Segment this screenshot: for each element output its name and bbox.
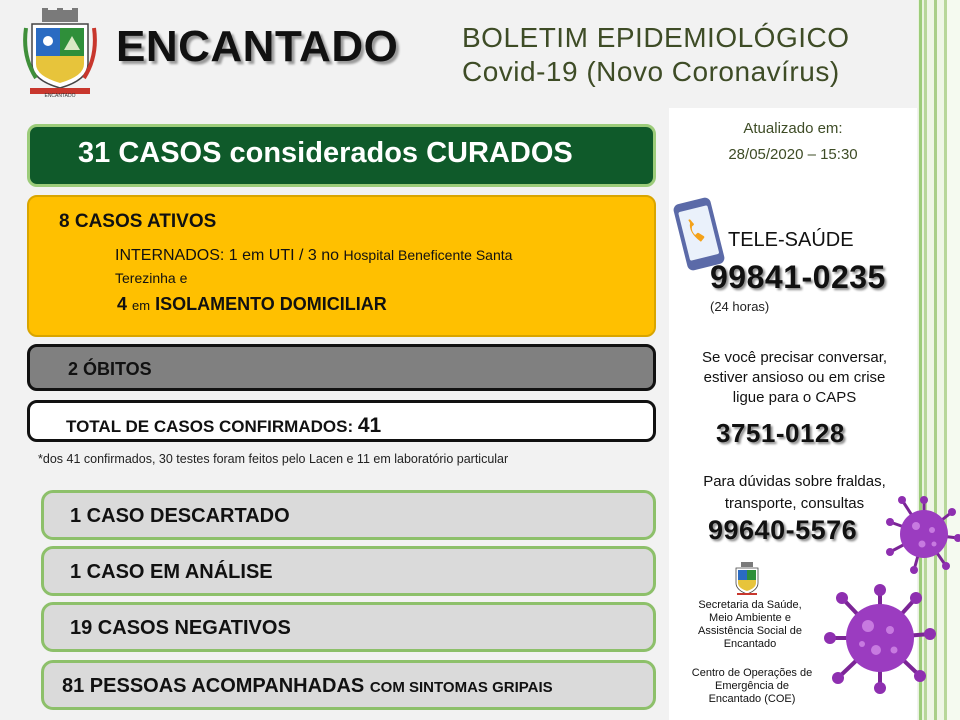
bulletin-title: BOLETIM EPIDEMIOLÓGICO [462,22,850,53]
secretariat-line-1: Secretaria da Saúde, [698,599,802,611]
secretariat-text [676,599,824,651]
negative-cases-box [41,602,656,652]
deaths-label: 2 ÓBITOS [68,359,152,379]
coe-line-1: Centro de Operações de [691,667,813,679]
support-line-2: transporte, consultas [724,495,865,512]
monitored-people-suffix: COM SINTOMAS GRIPAIS [369,679,553,696]
support-line-1: Para dúvidas sobre fraldas, [703,473,886,490]
telehealth-label: TELE-SAÚDE [728,229,854,251]
total-confirmed-line [66,414,381,438]
caps-message [672,348,917,408]
caps-line-2: estiver ansioso ou em crise [703,369,886,386]
coe-text [676,667,828,706]
crest-label: ENCANTADO [44,93,76,98]
coe-line-3: Encantado (COE) [708,693,796,705]
secretariat-line-3: Assistência Social de [698,625,802,637]
total-confirmed-value: 41 [357,414,382,437]
town-title: ENCANTADO [116,22,399,71]
hospital-name-cont: Terezinha e [115,270,188,286]
under-analysis-box [41,546,656,596]
bulletin-subtitle: Covid-19 (Novo Coronavírus) [462,56,840,87]
home-isolation-line [117,294,387,315]
updated-label: Atualizado em: [743,120,843,137]
home-isolation-count: 4 [117,294,128,314]
caps-line-1: Se você precisar conversar, [701,349,888,366]
secretariat-line-2: Meio Ambiente e [709,612,791,624]
small-crest-icon [733,562,761,596]
coe-line-2: Emergência de [715,680,789,692]
total-confirmed-box [27,400,656,442]
hospitalized-label: INTERNADOS: 1 em UTI / 3 no [115,247,340,264]
active-cases-box [27,195,656,337]
cured-cases-label: 31 CASOS considerados CURADOS [78,137,573,169]
support-message [672,471,917,515]
telehealth-hours: (24 horas) [710,299,770,314]
negative-cases-label: 19 CASOS NEGATIVOS [70,617,291,639]
hospitalized-line [115,247,512,265]
support-number: 99640-5576 [708,515,858,545]
monitored-people-label: 81 PESSOAS ACOMPANHADAS [62,675,365,697]
home-isolation-label: ISOLAMENTO DOMICILIAR [155,294,387,314]
under-analysis-label: 1 CASO EM ANÁLISE [70,561,273,583]
discarded-cases-box [41,490,656,540]
monitored-people-line [62,675,553,698]
deaths-box [27,344,656,391]
virus-icon [824,582,936,694]
monitored-people-box [41,660,656,710]
home-isolation-em: em [132,298,151,313]
virus-icon [884,494,960,574]
caps-number: 3751-0128 [716,418,845,448]
discarded-cases-label: 1 CASO DESCARTADO [70,505,290,527]
telehealth-number: 99841-0235 [710,259,886,295]
caps-line-3: ligue para o CAPS [732,389,857,406]
municipal-crest-icon [22,8,98,98]
hospital-name: Hospital Beneficente Santa [343,247,513,263]
confirmed-footnote: *dos 41 confirmados, 30 testes foram feitos pelo Lacen e 11 em laboratório particular [38,452,509,466]
active-cases-title: 8 CASOS ATIVOS [59,211,217,232]
cured-cases-box [27,124,656,187]
secretariat-line-4: Encantado [723,638,777,650]
updated-value: 28/05/2020 – 15:30 [728,146,858,163]
total-confirmed-label: TOTAL DE CASOS CONFIRMADOS: [66,417,354,436]
